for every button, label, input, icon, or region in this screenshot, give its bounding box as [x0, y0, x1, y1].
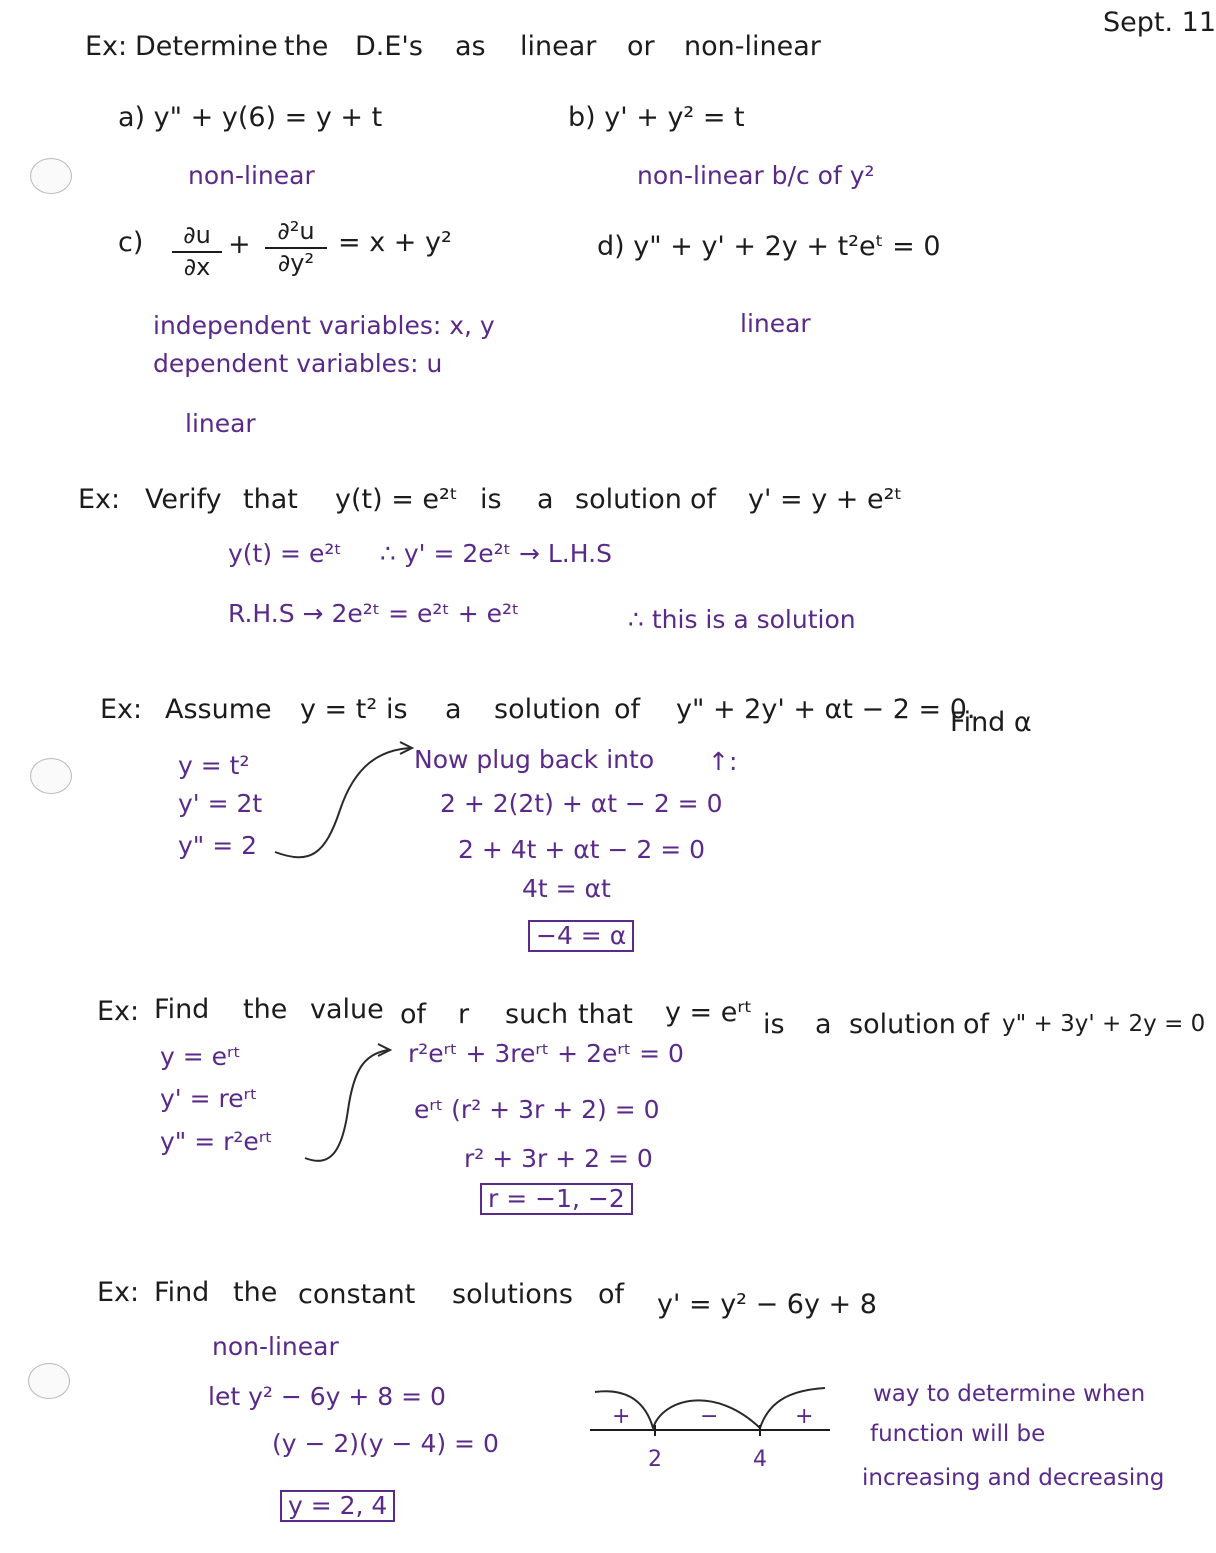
ex5-step: (y − 2)(y − 4) = 0 — [272, 1429, 499, 1458]
ex5-word: solutions — [452, 1279, 573, 1310]
ex5-word: Ex: — [97, 1277, 140, 1308]
ex3-word: y = t² — [300, 694, 378, 725]
ex4-word: the — [243, 994, 288, 1025]
ex1-word: non-linear — [684, 31, 821, 62]
ex3-plug-note: Now plug back into — [414, 745, 655, 774]
ex1d-equation: d) y" + y' + 2y + t²eᵗ = 0 — [597, 231, 941, 262]
ex1a-answer: non-linear — [188, 161, 315, 190]
ex5-word: of — [598, 1279, 625, 1310]
ex2-lhs: ∴ y' = 2e²ᵗ → L.H.S — [380, 539, 612, 568]
ex5-word: Find — [154, 1277, 210, 1308]
ex3-answer-box: −4 = α — [528, 920, 634, 952]
ex1-word: Determine — [135, 31, 278, 62]
ex3-word: y" + 2y' + αt − 2 = 0. — [676, 694, 976, 725]
ex3-word: a — [445, 694, 462, 725]
ex3-step: 4t = αt — [522, 874, 611, 903]
ex5-side-note: increasing and decreasing — [862, 1465, 1165, 1491]
ex1c-denominator: ∂x — [183, 252, 211, 281]
ex4-word: y" + 3y' + 2y = 0 — [1002, 1011, 1206, 1037]
sign-chart-sign: + — [795, 1404, 814, 1429]
ex1c-label: c) — [118, 227, 144, 258]
ex4-word: Ex: — [97, 996, 140, 1027]
ex5-word: the — [233, 1277, 278, 1308]
ex3-arrow-curve — [270, 740, 420, 865]
sign-chart-sign: + — [612, 1404, 631, 1429]
ex4-word: is — [763, 1009, 785, 1040]
ex4-word: Find — [154, 994, 210, 1025]
ex5-step: let y² − 6y + 8 = 0 — [208, 1382, 446, 1411]
sign-chart-root: 2 — [648, 1447, 662, 1472]
binder-hole-bottom — [28, 1363, 70, 1399]
ex1b-equation: b) y' + y² = t — [568, 102, 745, 133]
ex1-word: the — [284, 31, 329, 62]
ex4-arrow-curve — [300, 1040, 395, 1170]
ex4-step: eʳᵗ (r² + 3r + 2) = 0 — [414, 1095, 660, 1124]
ex1c-fraction-d2u-dy2 — [265, 218, 327, 277]
sign-chart-sign: − — [700, 1404, 719, 1429]
ex4-word: value — [310, 994, 384, 1025]
ex4-left-line: y = eʳᵗ — [160, 1042, 241, 1071]
ex1d-answer: linear — [740, 309, 811, 338]
ex1-word: Ex: — [85, 31, 128, 62]
ex2-word: of — [690, 484, 717, 515]
ex1c-denominator: ∂y² — [277, 248, 315, 277]
binder-hole-middle — [30, 758, 72, 794]
ex1-word: as — [455, 31, 486, 62]
ex4-left-line: y" = r²eʳᵗ — [160, 1127, 273, 1156]
ex5-answer-box: y = 2, 4 — [280, 1490, 395, 1522]
ex3-left-line: y" = 2 — [178, 831, 258, 860]
ex4-word: that — [578, 999, 633, 1030]
ex4-word: of — [963, 1009, 990, 1040]
ex4-word: solution — [849, 1009, 956, 1040]
ex3-word: Ex: — [100, 694, 143, 725]
ex4-step: r²eʳᵗ + 3reʳᵗ + 2eʳᵗ = 0 — [408, 1039, 684, 1068]
ex3-word: solution — [494, 694, 601, 725]
ex3-left-line: y = t² — [178, 751, 250, 780]
ex2-conclusion: ∴ this is a solution — [628, 605, 856, 634]
sign-chart-root: 4 — [753, 1447, 767, 1472]
ex3-step: 2 + 4t + αt − 2 = 0 — [458, 835, 706, 864]
ex1c-fraction-du-dx — [172, 222, 222, 281]
ex2-word: that — [243, 484, 298, 515]
binder-hole-top — [30, 158, 72, 194]
ex5-nonlinear-note: non-linear — [212, 1332, 339, 1361]
ex1-word: D.E's — [355, 31, 423, 62]
ex1b-answer: non-linear b/c of y² — [637, 161, 875, 190]
ex2-word: solution — [575, 484, 682, 515]
ex5-word: y' = y² − 6y + 8 — [657, 1289, 877, 1320]
ex1-word: linear — [520, 31, 597, 62]
ex3-left-line: y' = 2t — [178, 789, 263, 818]
page-date: Sept. 11 — [1103, 7, 1216, 38]
ex1-word: or — [627, 31, 655, 62]
ex4-word: of — [400, 999, 427, 1030]
ex3-step: 2 + 2(2t) + αt − 2 = 0 — [440, 789, 723, 818]
ex4-word: r — [458, 999, 470, 1030]
ex1a-equation: a) y" + y(6) = y + t — [118, 102, 383, 133]
ex1c-numerator: ∂u — [183, 221, 211, 249]
ex3-word: Assume — [165, 694, 272, 725]
ex1c-independent-vars: independent variables: x, y — [153, 311, 495, 340]
ex4-word: y = eʳᵗ — [665, 997, 753, 1028]
ex1c-dependent-vars: dependent variables: u — [153, 349, 443, 378]
ex5-side-note: way to determine when — [873, 1381, 1146, 1407]
ex1c-answer: linear — [185, 409, 256, 438]
ex1c-rhs: = x + y² — [338, 227, 452, 258]
ex4-left-line: y' = reʳᵗ — [160, 1084, 258, 1113]
ex2-word: y(t) = e²ᵗ — [335, 484, 458, 515]
ex2-given: y(t) = e²ᵗ — [228, 539, 342, 568]
ex3-word: Find α — [950, 707, 1032, 738]
ex4-answer-box: r = −1, −2 — [480, 1183, 633, 1215]
ex5-side-note: function will be — [870, 1421, 1046, 1447]
ex2-word: is — [480, 484, 502, 515]
ex1c-plus: + — [228, 229, 251, 260]
ex2-word: a — [537, 484, 554, 515]
ex2-word: Ex: — [78, 484, 121, 515]
ex2-word: Verify — [145, 484, 222, 515]
ex3-word: is — [386, 694, 408, 725]
ex1c-numerator: ∂²u — [277, 217, 315, 245]
ex3-plug-arrow: ↑: — [708, 747, 738, 776]
ex3-word: of — [614, 694, 641, 725]
ex4-word: a — [815, 1009, 832, 1040]
ex5-word: constant — [298, 1279, 416, 1310]
ex2-word: y' = y + e²ᵗ — [748, 484, 903, 515]
ex4-word: such — [505, 999, 569, 1030]
ex2-rhs: R.H.S → 2e²ᵗ = e²ᵗ + e²ᵗ — [228, 599, 520, 628]
ex4-step: r² + 3r + 2 = 0 — [464, 1144, 653, 1173]
